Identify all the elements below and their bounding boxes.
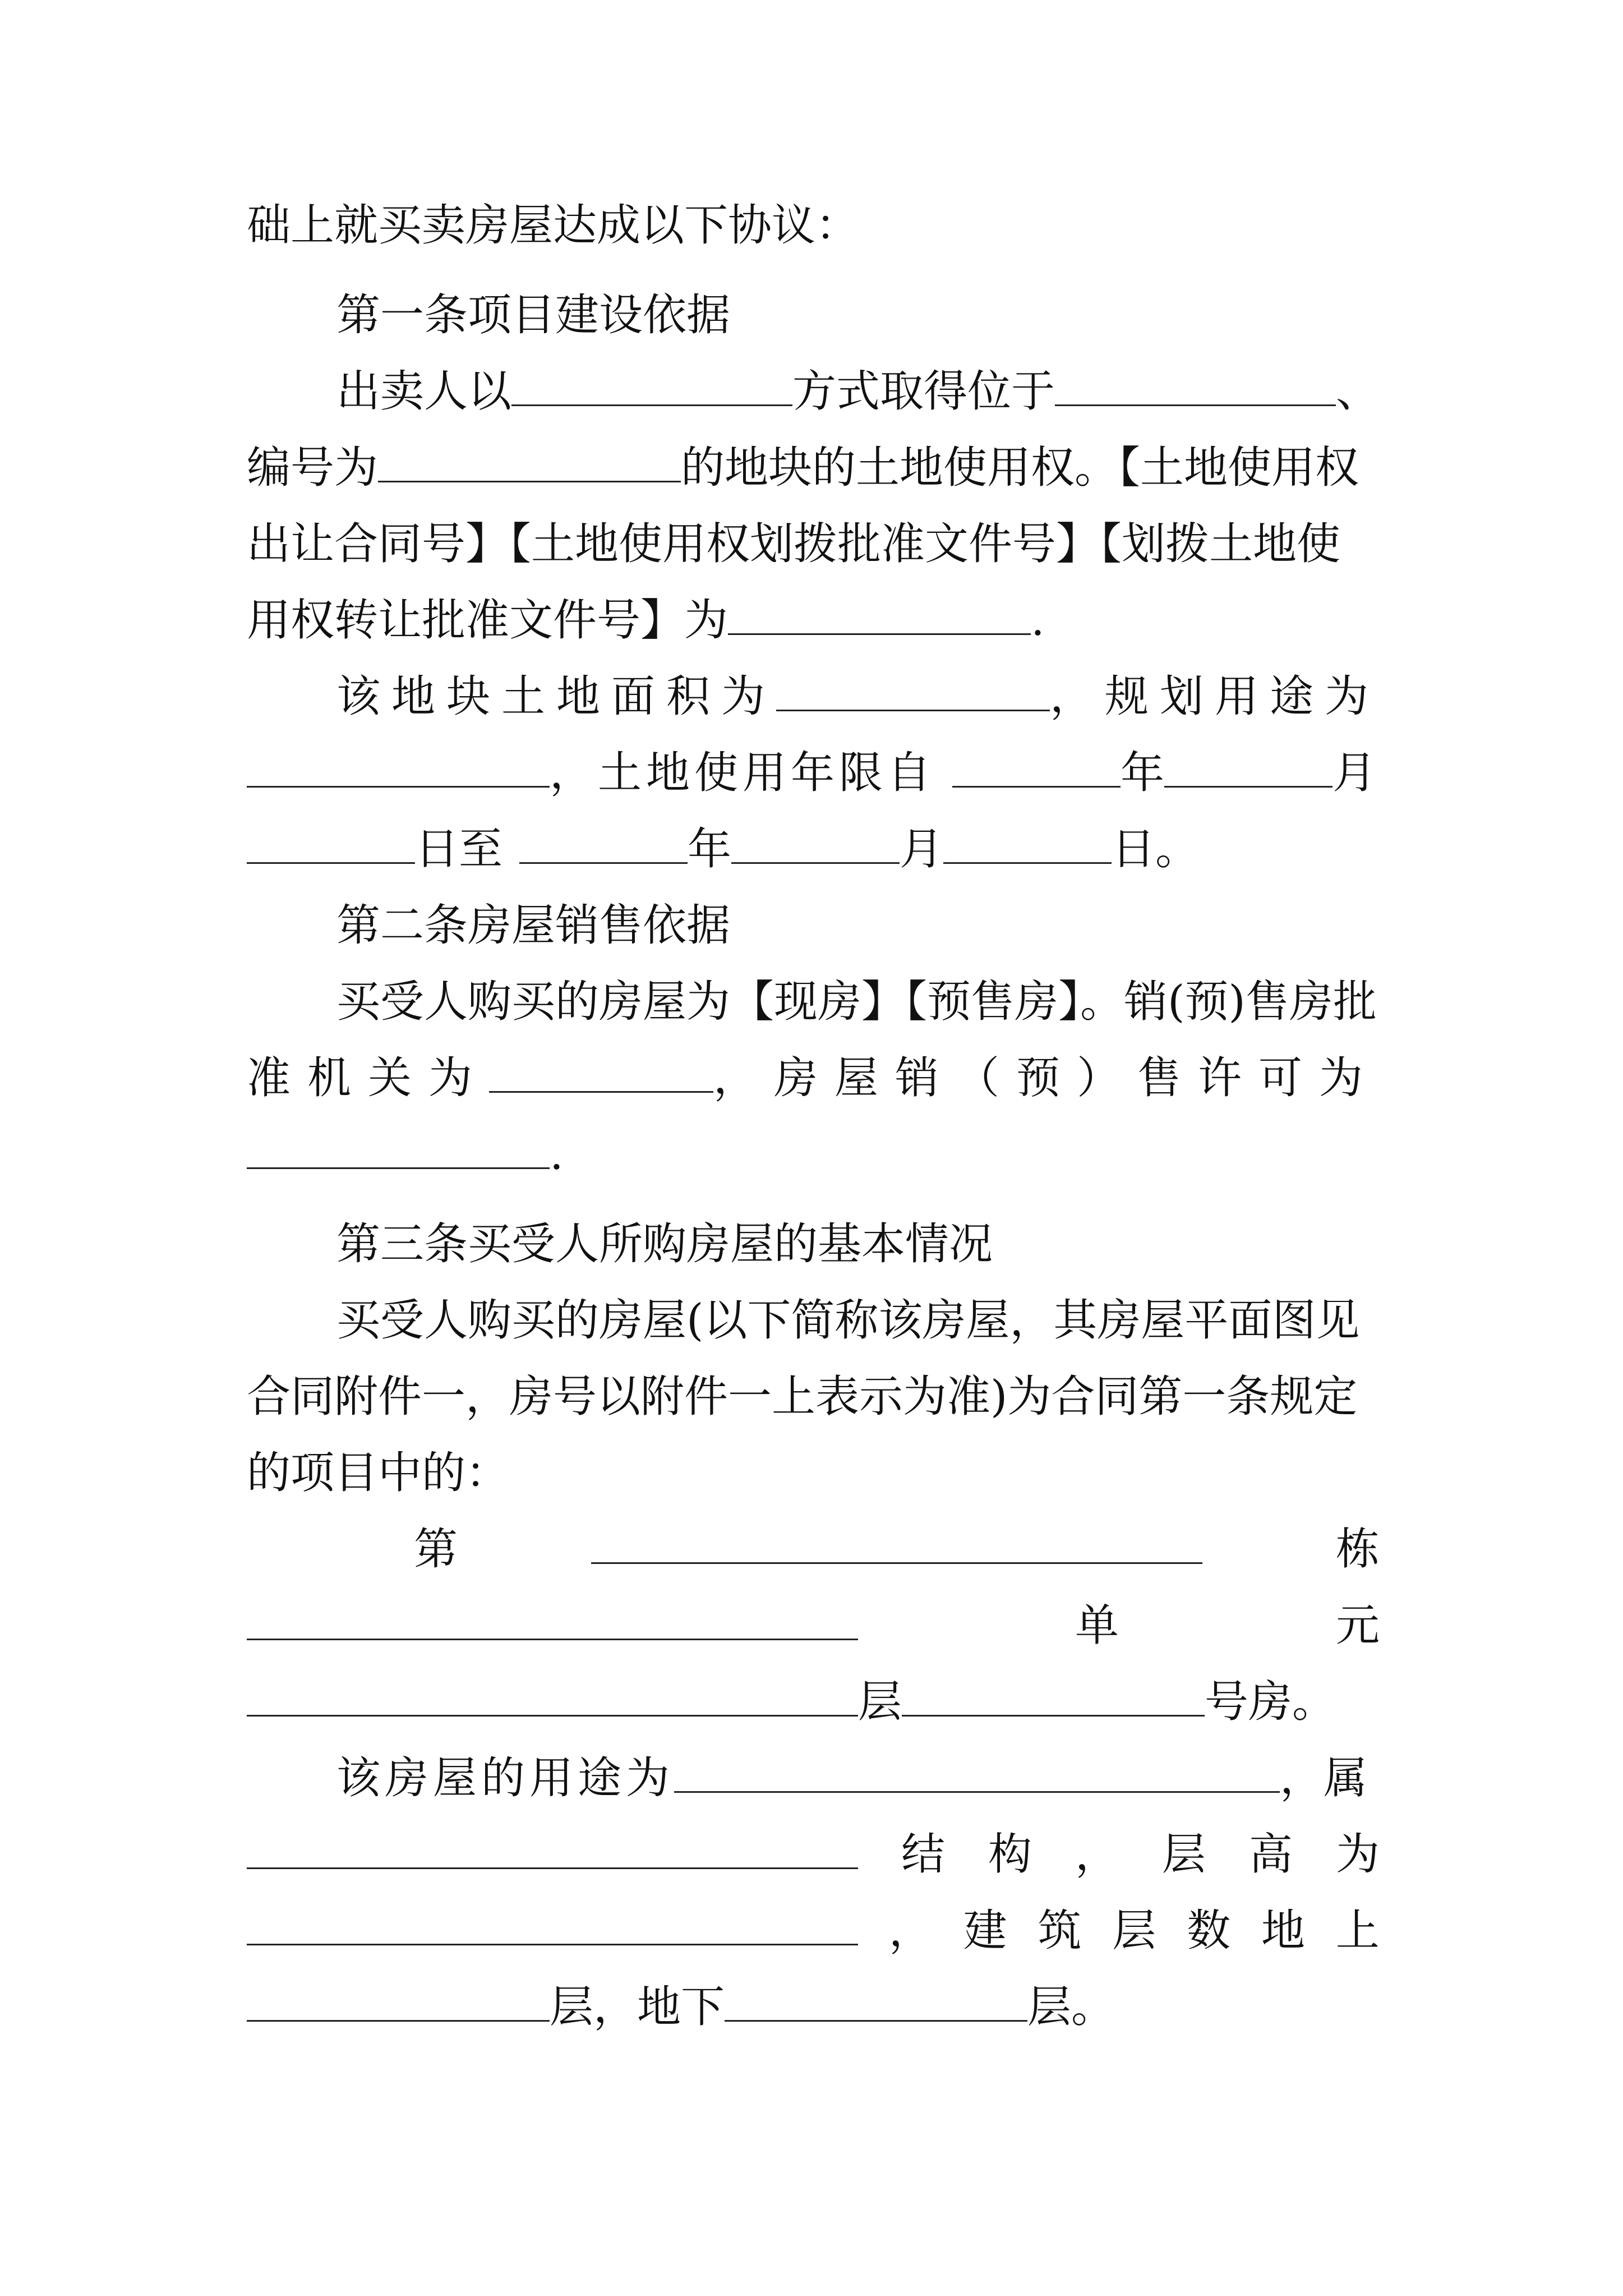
text-comma: ，: [1075, 1829, 1119, 1880]
text-land-use-right: 的地块的土地使用权。【土地使用权: [681, 443, 1359, 493]
text-number-prefix: 第: [413, 1524, 458, 1575]
text-building: 栋: [1335, 1524, 1380, 1575]
text-seller-by: 出卖人以: [336, 366, 512, 417]
text-house-description: 的项目中的：: [247, 1448, 510, 1498]
text-day-to: 日至: [415, 824, 503, 875]
text-located-at: 方式取得位于: [792, 366, 1055, 417]
line-sale-permit-number: [247, 1126, 1380, 1182]
blank-building-number[interactable]: [591, 1525, 1202, 1564]
blank-planned-use[interactable]: [247, 749, 550, 788]
line-sale-approval: [247, 1050, 1380, 1106]
text-structure-2: 构: [988, 1829, 1032, 1880]
text-land-area: 该地块土地面积为: [336, 671, 777, 722]
text-period: .: [1031, 595, 1045, 646]
line-approval-document: [247, 592, 1380, 648]
text-height-2: 高: [1248, 1829, 1293, 1880]
text-floors-2: 筑: [1038, 1906, 1082, 1956]
text-house-use: 该房屋的用途为: [336, 1753, 675, 1803]
text-floors-1: 建: [963, 1906, 1007, 1956]
heading-text: 第一条项目建设依据: [336, 290, 731, 341]
text-number-is: 编号为: [247, 443, 379, 493]
blank-start-day[interactable]: [247, 825, 415, 864]
text-contract-numbers: 出让合同号】【土地使用权划拨批准文件号】【划拨土地使: [247, 519, 1341, 569]
blank-approval-document-number[interactable]: [728, 596, 1031, 635]
text-term-from: ，土地使用年限自: [550, 748, 936, 798]
text-sale-permit: ，房屋销（预）售许可为: [713, 1053, 1380, 1103]
intro-text: 础上就买卖房屋达成以下协议：: [247, 200, 860, 251]
blank-start-year[interactable]: [952, 749, 1121, 788]
text-period: .: [550, 1129, 564, 1180]
line-unit-number: [247, 1598, 1380, 1654]
text-floors-5: 地: [1261, 1906, 1306, 1956]
line-house-description-2: [247, 1369, 1380, 1425]
blank-floors-underground[interactable]: [725, 1983, 1027, 2022]
text-room: 号房。: [1205, 1677, 1336, 1727]
text-belongs-to: ，属: [1280, 1753, 1368, 1803]
text-unit-char-2: 元: [1335, 1600, 1380, 1651]
line-house-description-3: [247, 1445, 1380, 1501]
text-day: 日。: [1112, 824, 1200, 875]
text-floor: 层: [858, 1677, 902, 1727]
blank-house-use[interactable]: [674, 1754, 1280, 1793]
text-planned-use: ，规划用途为: [1049, 671, 1380, 722]
line-land-use-term-end: [247, 821, 1380, 877]
article-1-heading: [247, 287, 1380, 343]
heading-text: 第二条房屋销售依据: [336, 900, 731, 951]
blank-floor-height[interactable]: [247, 1907, 858, 1945]
text-approval-authority: 准机关为: [247, 1053, 490, 1103]
blank-unit-number[interactable]: [247, 1602, 858, 1640]
text-house-description: 买受人购买的房屋(以下简称该房屋，其房屋平面图见: [336, 1295, 1360, 1346]
text-unit-char-1: 单: [1075, 1600, 1119, 1651]
text-year: 年: [688, 824, 732, 875]
article-2-heading: [247, 898, 1380, 954]
blank-structure[interactable]: [247, 1830, 858, 1869]
blank-start-month[interactable]: [1164, 749, 1332, 788]
line-land-use-term: [247, 745, 1380, 801]
line-intro: [247, 197, 1380, 254]
text-comma: 、: [1335, 366, 1380, 417]
text-month: 月: [1332, 748, 1377, 798]
text-floors-6: 上: [1335, 1906, 1380, 1956]
blank-approval-authority[interactable]: [489, 1054, 713, 1093]
line-plot-number: [247, 440, 1380, 496]
text-height-1: 层: [1161, 1829, 1206, 1880]
article-3-heading: [247, 1216, 1380, 1272]
line-house-type: [247, 974, 1380, 1030]
blank-land-area[interactable]: [776, 673, 1050, 711]
text-floors-3: 层: [1112, 1906, 1156, 1956]
line-house-use: [247, 1750, 1380, 1806]
blank-floors-above-ground[interactable]: [247, 1983, 550, 2022]
text-floor-end: 层。: [1027, 1982, 1115, 2032]
line-land-area: [247, 669, 1380, 725]
blank-location[interactable]: [1055, 367, 1336, 406]
text-year: 年: [1121, 748, 1165, 798]
text-month: 月: [900, 824, 944, 875]
text-floors-underground: 层，地下: [550, 1982, 725, 2032]
text-height-3: 为: [1335, 1829, 1380, 1880]
line-house-description-1: [247, 1292, 1380, 1349]
text-structure-1: 结: [901, 1829, 945, 1880]
blank-floor[interactable]: [247, 1678, 858, 1717]
text-approval-document: 用权转让批准文件号】为: [247, 595, 728, 646]
line-floor-count: [247, 1903, 1380, 1959]
line-building-number: [247, 1521, 1380, 1577]
line-structure: [247, 1826, 1380, 1883]
heading-text: 第三条买受人所购房屋的基本情况: [336, 1219, 993, 1269]
blank-end-month[interactable]: [731, 825, 900, 864]
text-floors-4: 数: [1187, 1906, 1231, 1956]
line-contract-numbers: [247, 516, 1380, 572]
line-seller-acquisition: [247, 364, 1380, 420]
line-floor-room: [247, 1674, 1380, 1730]
blank-end-day[interactable]: [943, 825, 1112, 864]
line-underground-floors: [247, 1979, 1380, 2035]
blank-room-number[interactable]: [902, 1678, 1205, 1717]
text-comma: ，: [888, 1906, 933, 1956]
text-house-type: 买受人购买的房屋为【现房】【预售房】。销(预)售房批: [336, 977, 1377, 1027]
text-house-description: 合同附件一，房号以附件一上表示为准)为合同第一条规定: [247, 1372, 1358, 1422]
blank-sale-permit-number[interactable]: [247, 1130, 550, 1169]
blank-acquisition-method[interactable]: [511, 367, 792, 406]
blank-end-year[interactable]: [519, 825, 688, 864]
blank-plot-number[interactable]: [378, 444, 681, 482]
